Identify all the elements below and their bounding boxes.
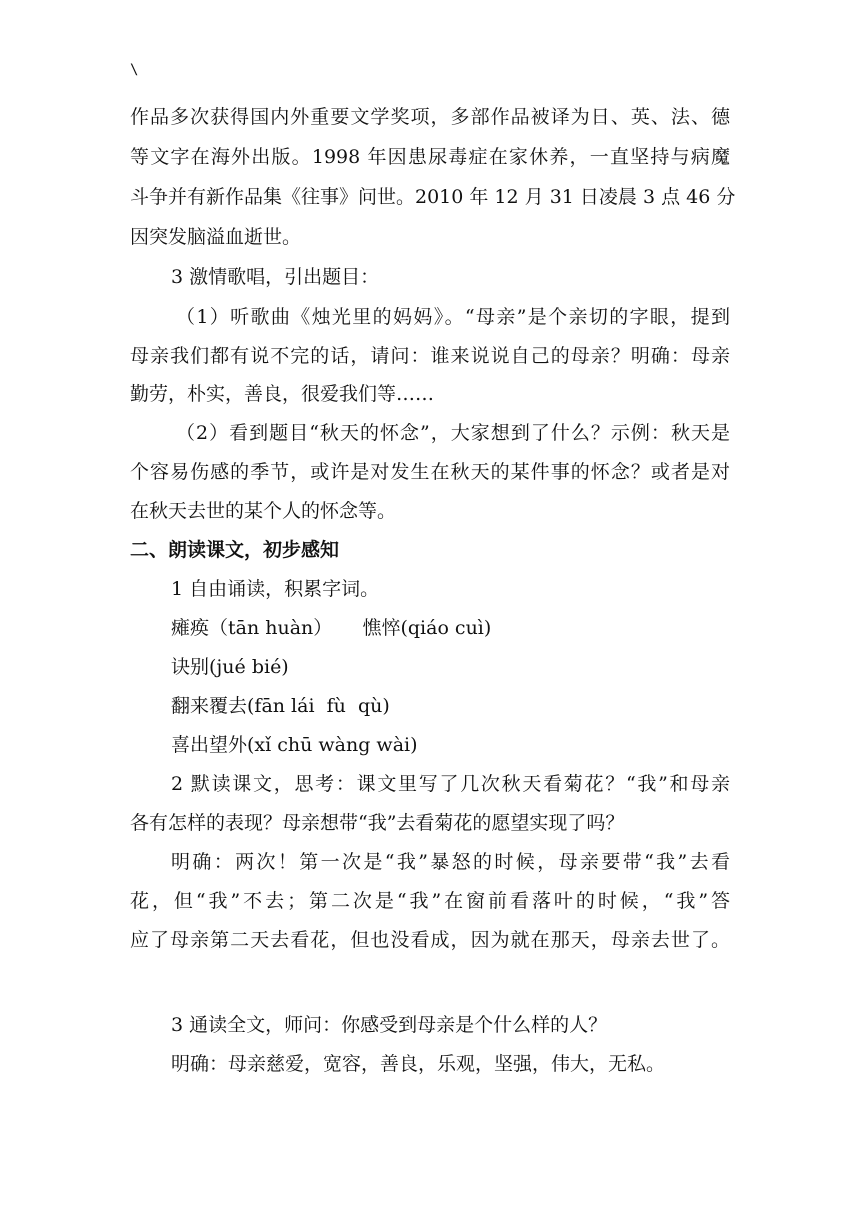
text-line: 作品多次获得国内外重要文学奖项，多部作品被译为日、英、法、德 <box>130 106 730 128</box>
vocab-line: 瘫痪（tān huàn） 憔悴(qiáo cuì) <box>171 617 492 639</box>
text-line: 2 默读课文，思考：课文里写了几次秋天看菊花？“我”和母亲 <box>171 773 730 795</box>
section-heading: 二、朗读课文，初步感知 <box>130 539 340 561</box>
text-line: 等文字在海外出版。1998 年因患尿毒症在家休养，一直坚持与病魔 <box>130 146 730 168</box>
vocab-line: 诀别(jué bié) <box>171 656 289 678</box>
text-line: 个容易伤感的季节，或许是对发生在秋天的某件事的怀念？或者是对 <box>130 461 730 483</box>
text-line: 勤劳，朴实，善良，很爱我们等…… <box>130 383 435 405</box>
text-line: 明确：母亲慈爱，宽容，善良，乐观，坚强，伟大，无私。 <box>171 1053 666 1075</box>
text-line: （1）听歌曲《烛光里的妈妈》。“母亲”是个亲切的字眼，提到 <box>176 306 730 328</box>
text-line: 应了母亲第二天去看花，但也没看成，因为就在那天，母亲去世了。 <box>130 929 730 951</box>
text-line: 斗争并有新作品集《往事》问世。2010 年 12 月 31 日凌晨 3 点 46 分 <box>130 186 736 208</box>
text-line: 母亲我们都有说不完的话，请问：谁来说说自己的母亲？明确：母亲 <box>130 345 730 367</box>
vocab-line: 翻来覆去(fān lái fù qù) <box>171 695 390 717</box>
vocab-line: 喜出望外(xǐ chū wàng wài) <box>171 734 418 756</box>
text-line: （2）看到题目“秋天的怀念”，大家想到了什么？示例：秋天是 <box>176 422 730 444</box>
text-line: 各有怎样的表现？母亲想带“我”去看菊花的愿望实现了吗？ <box>130 812 625 834</box>
header-mark: \ <box>130 62 139 78</box>
text-line: 在秋天去世的某个人的怀念等。 <box>130 500 397 522</box>
text-line: 3 通读全文，师问：你感受到母亲是个什么样的人？ <box>171 1014 608 1036</box>
text-line: 3 激情歌唱，引出题目： <box>171 266 380 288</box>
text-line: 花，但“我”不去；第二次是“我”在窗前看落叶的时候，“我”答 <box>130 890 730 912</box>
text-line: 因突发脑溢血逝世。 <box>130 226 302 248</box>
text-line: 1 自由诵读，积累字词。 <box>171 578 380 600</box>
text-line: 明确：两次！第一次是“我”暴怒的时候，母亲要带“我”去看 <box>171 851 730 873</box>
